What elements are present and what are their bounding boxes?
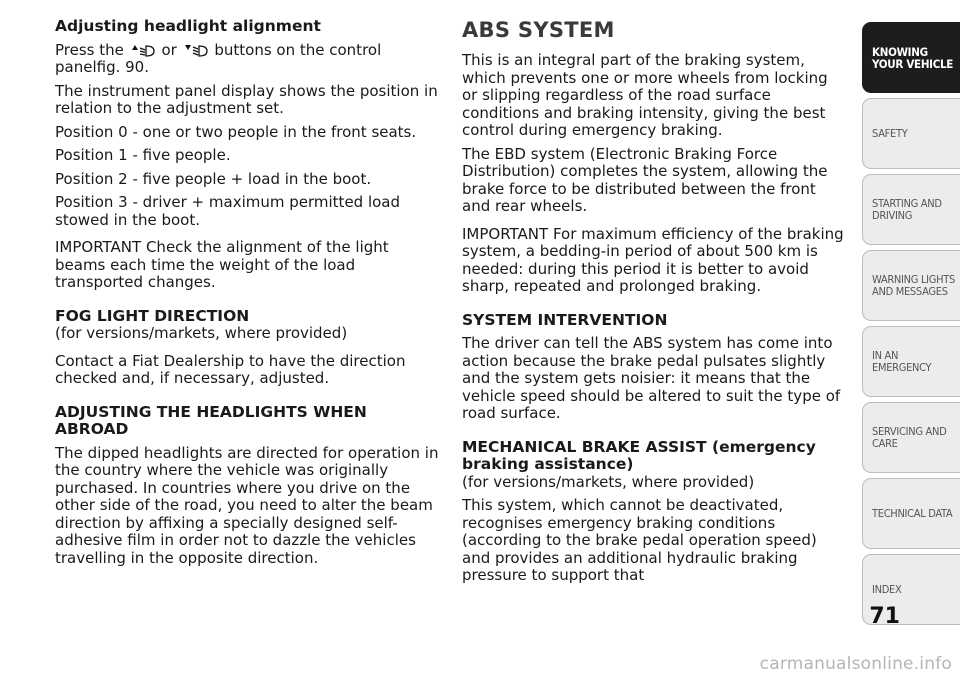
- press-buttons-paragraph: [55, 42, 440, 77]
- heading-fog-light: FOG LIGHT DIRECTION: [55, 306, 250, 325]
- abs-paragraph: This is an integral part of the braking system, which prevents one or more wheels from locking or slipping regardless of the road surface conditions and braking intensity, giving the best control during emergency braking.: [462, 51, 828, 139]
- tab-label: WARNING LIGHTS AND MESSAGES: [872, 272, 956, 298]
- tab-label: KNOWING YOUR VEHICLE: [872, 44, 954, 71]
- display-paragraph: The instrument panel display shows the position in relation to the adjustment set.: [55, 81, 438, 117]
- tab-starting-and-driving[interactable]: [862, 174, 960, 245]
- fog-note: (for versions/markets, where provided): [55, 324, 348, 342]
- position-2: Position 2 - five people + load in the boot.: [55, 169, 372, 188]
- tab-label: SAFETY: [872, 126, 908, 140]
- brake-assist-note: (for versions/markets, where provided): [462, 472, 755, 491]
- abroad-paragraph: The dipped headlights are directed for operation in the country where the vehicle was originally purchased. In countries where you drive on the other side of the road, you need to alter the beam direction by affixing a specially designed self-adhesive film in order not to dazzle the vehicles travelling in the opposite direction.: [55, 443, 439, 567]
- position-0: Position 0 - one or two people in the front seats.: [55, 122, 417, 141]
- press-text-or: or: [161, 40, 177, 59]
- headlight-down-icon: [184, 44, 208, 58]
- important-alignment: IMPORTANT Check the alignment of the light beams each time the weight of the load transported changes.: [55, 238, 389, 291]
- heading-abroad: ADJUSTING THE HEADLIGHTS WHEN ABROAD: [55, 402, 367, 438]
- tab-in-an-emergency[interactable]: [862, 326, 960, 397]
- ebd-paragraph: The EBD system (Electronic Braking Force Distribution) completes the system, allowing the brake force to be distributed between the front and rear wheels.: [462, 144, 828, 215]
- tab-label: TECHNICAL DATA: [872, 506, 953, 520]
- intervention-paragraph: The driver can tell the ABS system has come into action because the brake pedal pulsates slightly and the system gets noisier: it means that the vehicle speed should be altered to suit the type of road surface.: [462, 334, 841, 422]
- heading-abs-system: ABS SYSTEM: [462, 18, 615, 42]
- tab-servicing-and-care[interactable]: [862, 402, 960, 473]
- tab-safety[interactable]: [862, 98, 960, 169]
- press-text-b: buttons on the control panelfig. 90.: [55, 40, 382, 76]
- press-text-a: Press the: [55, 40, 124, 59]
- brake-assist-paragraph: This system, which cannot be deactivated, recognises emergency braking conditions (according to the brake pedal operation speed) and provides an additional hydraulic braking pressure to support that: [462, 496, 817, 584]
- tab-knowing-your-vehicle[interactable]: [862, 22, 960, 93]
- tab-technical-data[interactable]: [862, 478, 960, 549]
- position-3: Position 3 - driver + maximum permitted load stowed in the boot.: [55, 193, 401, 229]
- heading-headlight-alignment: Adjusting headlight alignment: [55, 17, 321, 35]
- fog-paragraph: Contact a Fiat Dealership to have the direction checked and, if necessary, adjusted.: [55, 351, 406, 387]
- position-1: Position 1 - five people.: [55, 146, 231, 164]
- important-braking: IMPORTANT For maximum efficiency of the braking system, a bedding-in period of about 500 km is needed: during this period it is better to avoid sharp, repeated and prolonged braking.: [462, 224, 844, 295]
- watermark: carmanualsonline.info: [759, 654, 952, 674]
- tab-warning-lights[interactable]: [862, 250, 960, 321]
- heading-brake-assist: MECHANICAL BRAKE ASSIST (emergency braking assistance): [462, 437, 816, 473]
- right-column: [462, 18, 847, 591]
- tab-label: INDEX: [872, 582, 902, 596]
- page-number: 71: [869, 604, 900, 629]
- chapter-tabs: [858, 22, 960, 622]
- tab-label: STARTING AND DRIVING: [872, 196, 942, 222]
- tab-label: IN AN EMERGENCY: [872, 348, 932, 374]
- heading-system-intervention: SYSTEM INTERVENTION: [462, 310, 668, 329]
- headlight-up-icon: [131, 44, 155, 58]
- left-column: [55, 18, 440, 573]
- tab-label: SERVICING AND CARE: [872, 424, 947, 450]
